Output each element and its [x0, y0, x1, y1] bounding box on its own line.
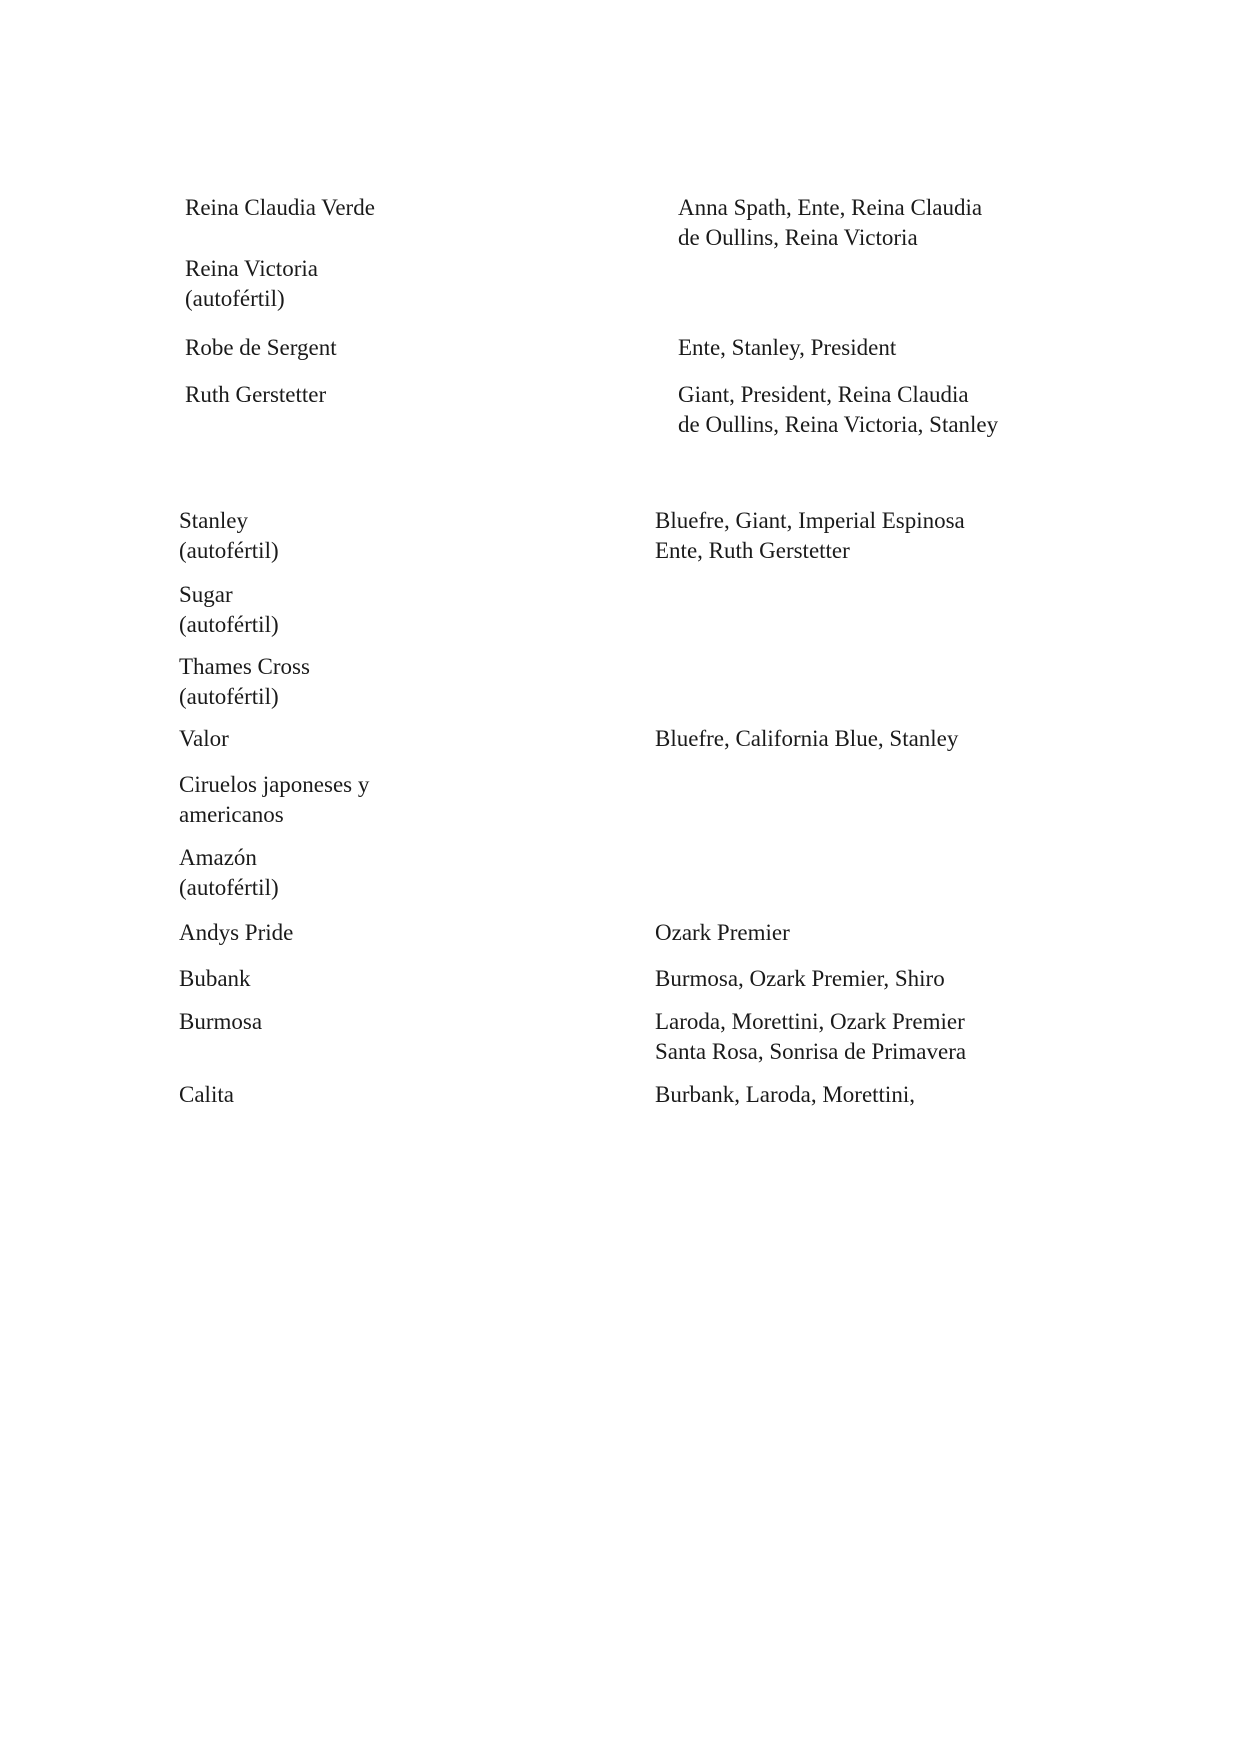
- variety-name: Ruth Gerstetter: [185, 382, 327, 407]
- variety-name: Thames Cross (autofértil): [179, 654, 310, 709]
- variety-name: Bubank: [179, 966, 251, 991]
- variety-name: Andys Pride: [179, 920, 294, 945]
- pollinator-list: Bluefre, Giant, Imperial Espinosa Ente, Ruth Gerstetter: [655, 508, 965, 563]
- pollinator-list: Burbank, Laroda, Morettini,: [655, 1082, 915, 1107]
- variety-name: Calita: [179, 1082, 234, 1107]
- variety-name: Ciruelos japoneses y americanos: [179, 772, 370, 827]
- pollinator-list: Bluefre, California Blue, Stanley: [655, 726, 959, 751]
- variety-name: Reina Victoria (autofértil): [185, 256, 318, 311]
- pollinator-list: Burmosa, Ozark Premier, Shiro: [655, 966, 945, 991]
- variety-name: Burmosa: [179, 1009, 263, 1034]
- pollinator-list: Anna Spath, Ente, Reina Claudia de Oullins, Reina Victoria: [678, 195, 983, 250]
- variety-name: Sugar (autofértil): [179, 582, 279, 637]
- pollinator-list: Ente, Stanley, President: [678, 335, 897, 360]
- variety-name: Reina Claudia Verde: [185, 195, 375, 220]
- variety-name: Stanley (autofértil): [179, 508, 279, 563]
- pollinator-list: Laroda, Morettini, Ozark Premier Santa Rosa, Sonrisa de Primavera: [655, 1009, 967, 1064]
- pollinator-list: Giant, President, Reina Claudia de Oullins, Reina Victoria, Stanley: [678, 382, 999, 437]
- variety-name: Valor: [179, 726, 229, 751]
- variety-name: Robe de Sergent: [185, 335, 337, 360]
- variety-name: Amazón (autofértil): [179, 845, 279, 900]
- pollinator-list: Ozark Premier: [655, 920, 790, 945]
